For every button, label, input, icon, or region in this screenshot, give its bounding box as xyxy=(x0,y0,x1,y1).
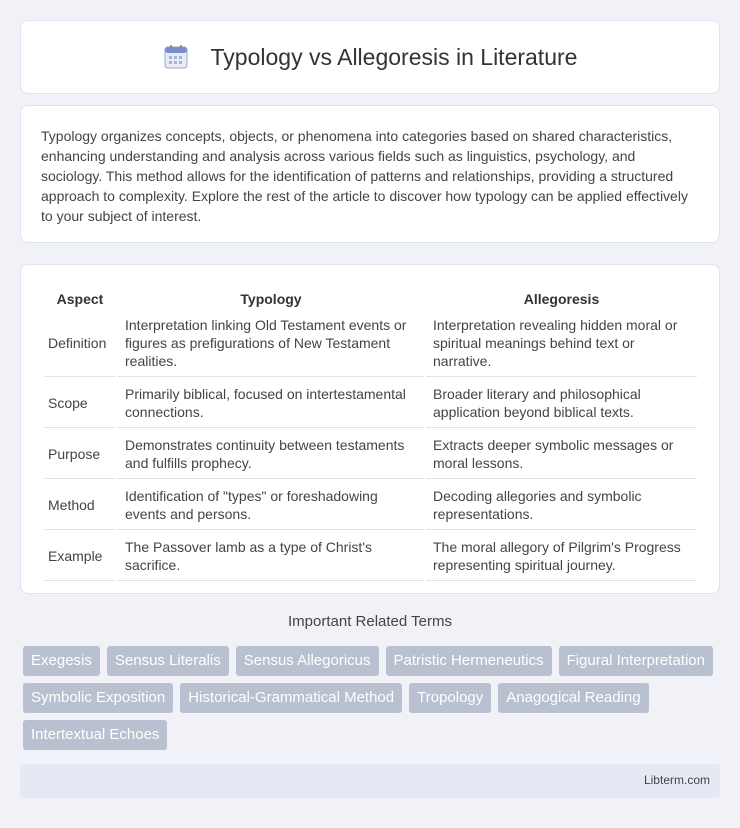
footer-brand[interactable]: Libterm.com xyxy=(643,773,710,787)
footer xyxy=(20,764,720,798)
table-row xyxy=(44,532,697,581)
table-row xyxy=(44,379,697,428)
intro-card xyxy=(20,105,720,243)
aspect-cell: Example xyxy=(44,532,116,581)
related-term-tag[interactable]: Symbolic Exposition xyxy=(23,683,173,713)
comparison-table-card xyxy=(20,264,720,594)
table-row xyxy=(44,430,697,479)
comparison-table xyxy=(42,285,699,583)
related-term-tag[interactable]: Figural Interpretation xyxy=(559,646,713,676)
table-row xyxy=(44,481,697,530)
related-term-tag[interactable]: Intertextual Echoes xyxy=(23,720,167,750)
calendar-icon xyxy=(163,44,189,70)
allegoresis-cell: Broader literary and philosophical application beyond biblical texts. xyxy=(426,379,697,428)
allegoresis-cell: Extracts deeper symbolic messages or moral lessons. xyxy=(426,430,697,479)
allegoresis-cell: Decoding allegories and symbolic representations. xyxy=(426,481,697,530)
related-term-tag[interactable]: Sensus Allegoricus xyxy=(236,646,379,676)
related-terms-list xyxy=(23,646,723,750)
typology-cell: Identification of "types" or foreshadowing events and persons. xyxy=(118,481,424,530)
related-term-tag[interactable]: Tropology xyxy=(409,683,491,713)
related-term-tag[interactable]: Sensus Literalis xyxy=(107,646,229,676)
header-typology: Typology xyxy=(240,291,302,307)
header-allegoresis: Allegoresis xyxy=(523,291,600,307)
allegoresis-cell: The moral allegory of Pilgrim's Progress representing spiritual journey. xyxy=(426,532,697,581)
aspect-cell: Purpose xyxy=(44,430,116,479)
related-term-tag[interactable]: Anagogical Reading xyxy=(498,683,648,713)
table-header-row xyxy=(44,287,697,308)
intro-text: Typology organizes concepts, objects, or phenomena into categories based on shared characteristics, enhancing understanding and analysis across various fields such as linguistics, psychology, and sociology. This method allows for the identification of patterns and relationships, providing a structured approach to complexity. Explore the rest of the article to discover how typology can be applied effectively to your subject of interest. xyxy=(41,128,688,224)
header-card xyxy=(20,20,720,94)
typology-cell: Primarily biblical, focused on intertestamental connections. xyxy=(118,379,424,428)
page-title: Typology vs Allegoresis in Literature xyxy=(210,43,578,70)
related-term-tag[interactable]: Historical-Grammatical Method xyxy=(180,683,402,713)
aspect-cell: Scope xyxy=(44,379,116,428)
typology-cell: Demonstrates continuity between testaments and fulfills prophecy. xyxy=(118,430,424,479)
aspect-cell: Definition xyxy=(44,310,116,377)
related-term-tag[interactable]: Patristic Hermeneutics xyxy=(386,646,552,676)
table-row xyxy=(44,310,697,377)
typology-cell: The Passover lamb as a type of Christ's sacrifice. xyxy=(118,532,424,581)
related-terms-title: Important Related Terms xyxy=(288,613,452,630)
allegoresis-cell: Interpretation revealing hidden moral or spiritual meanings behind text or narrative. xyxy=(426,310,697,377)
aspect-cell: Method xyxy=(44,481,116,530)
header-aspect: Aspect xyxy=(56,291,104,307)
typology-cell: Interpretation linking Old Testament events or figures as prefigurations of New Testament realities. xyxy=(118,310,424,377)
related-term-tag[interactable]: Exegesis xyxy=(23,646,100,676)
